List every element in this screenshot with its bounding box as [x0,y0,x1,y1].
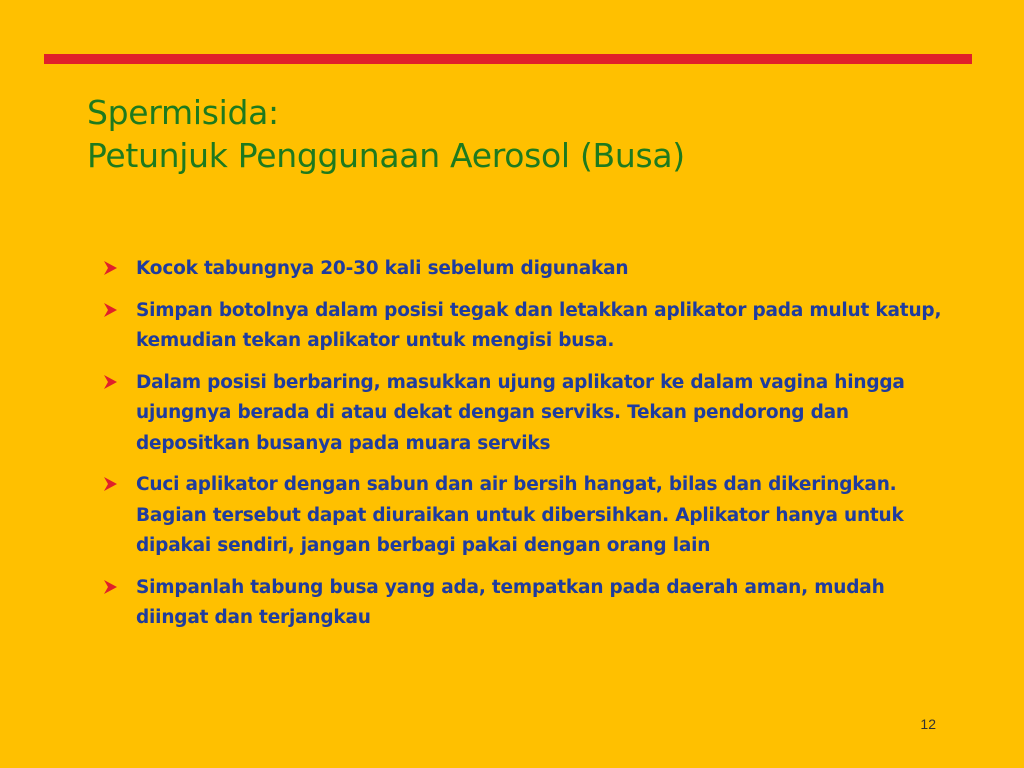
list-item [100,573,950,634]
title-line-1: Spermisida: [87,93,279,132]
arrowhead-bullet-icon [102,579,118,595]
list-item [100,368,950,460]
list-item [100,296,950,357]
list-item [100,254,950,285]
arrowhead-bullet-icon [102,260,118,276]
bullet-text: Kocok tabungnya 20-30 kali sebelum digunakan [136,258,629,279]
page-number: 12 [920,716,936,732]
bullet-text: Cuci aplikator dengan sabun dan air bersih hangat, bilas dan dikeringkan. Bagian tersebut dapat diuraikan untuk dibersihkan. Aplikator hanya untuk dipakai sendiri, jangan berbagi pakai dengan orang lain [136,474,904,556]
list-item [100,470,950,562]
top-red-rule [44,54,972,64]
slide-title [87,91,685,177]
arrowhead-bullet-icon [102,302,118,318]
bullet-text: Simpanlah tabung busa yang ada, tempatkan pada daerah aman, mudah diingat dan terjangkau [136,576,885,628]
title-line-2: Petunjuk Penggunaan Aerosol (Busa) [87,136,685,175]
bullet-text: Dalam posisi berbaring, masukkan ujung aplikator ke dalam vagina hingga ujungnya berada di atau dekat dengan serviks. Tekan pendorong dan depositkan busanya pada muara serviks [136,371,905,454]
bullet-text: Simpan botolnya dalam posisi tegak dan letakkan aplikator pada mulut katup, kemudian tekan aplikator untuk mengisi busa. [136,299,942,351]
arrowhead-bullet-icon [102,476,118,492]
bullet-list [100,254,950,645]
arrowhead-bullet-icon [102,374,118,390]
